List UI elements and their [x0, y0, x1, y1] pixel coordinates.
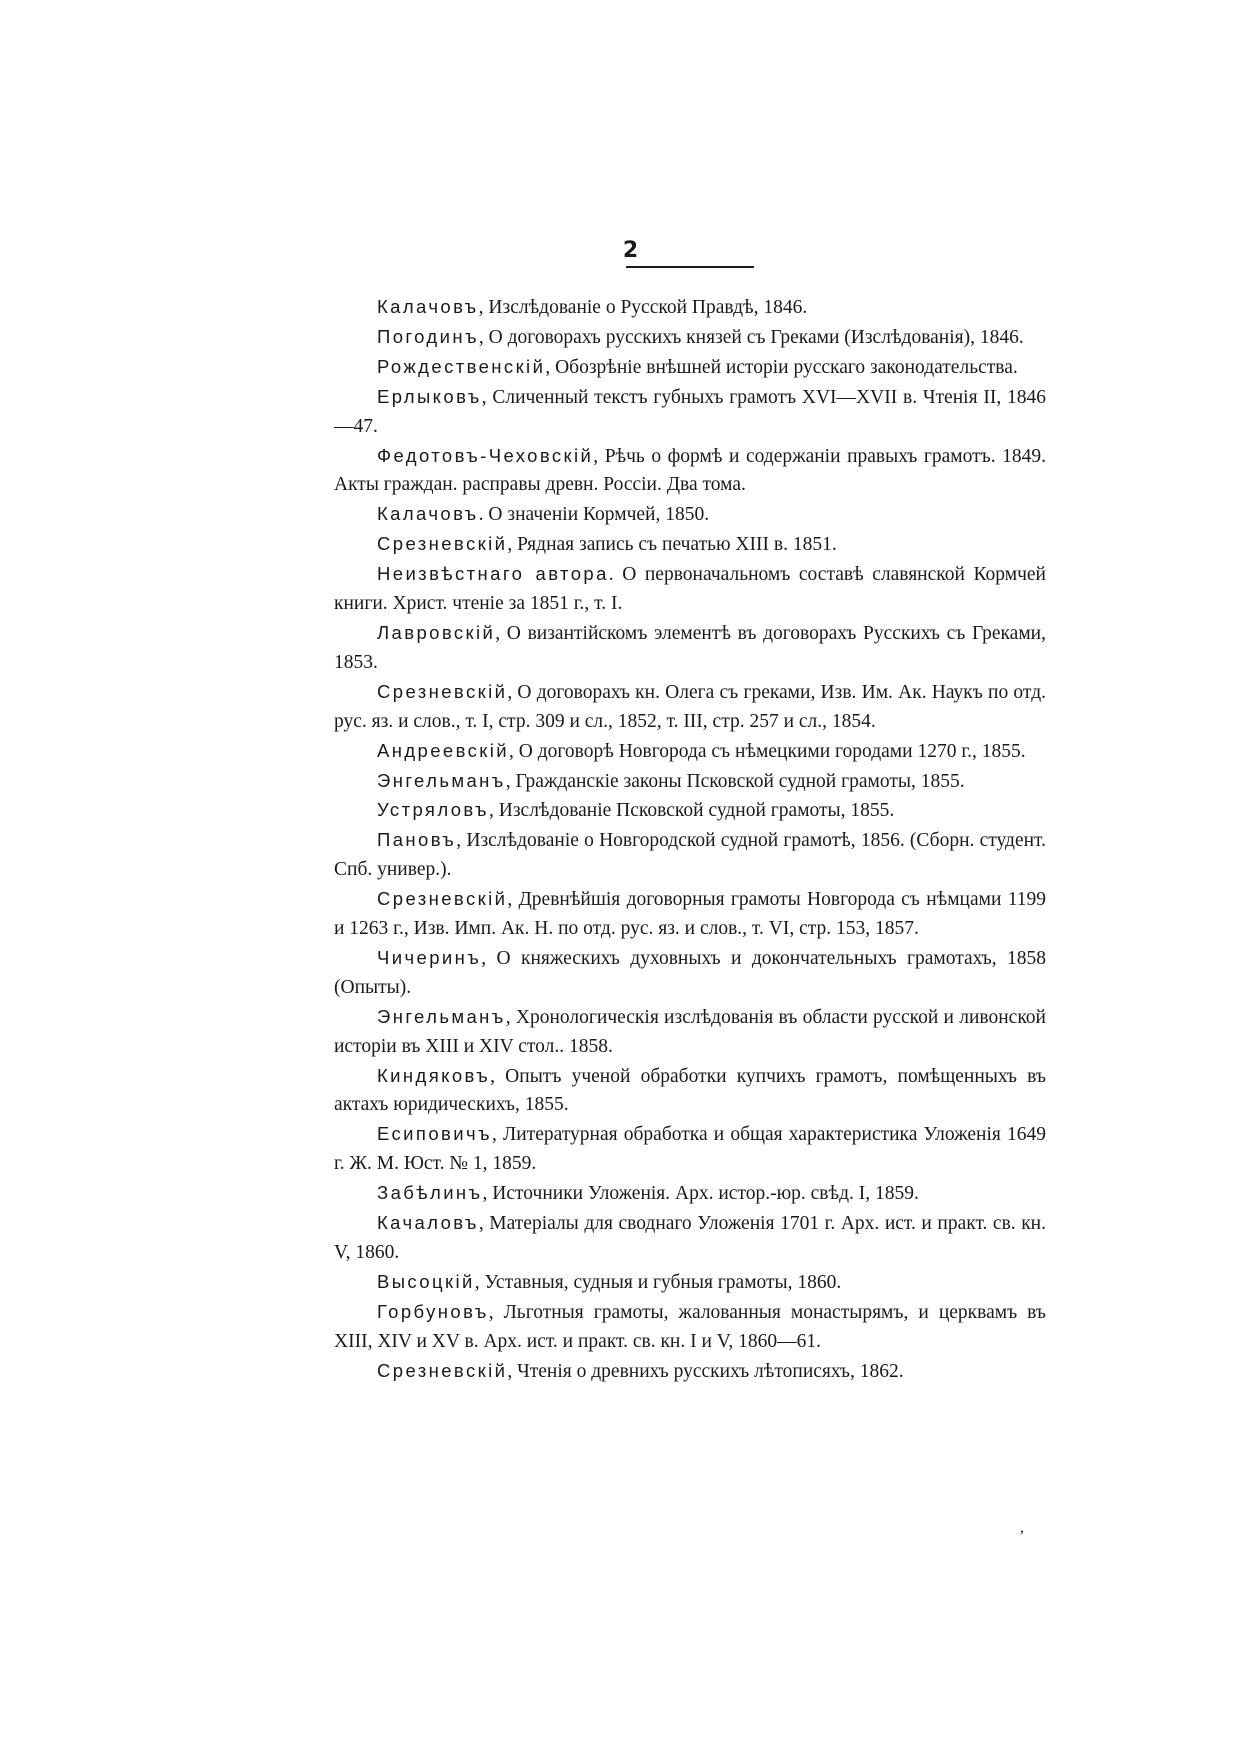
entry-text: , Изслѣдованіе Псковской судной грамоты, 1855.	[489, 800, 895, 822]
bibliography-entry	[334, 737, 1046, 767]
entry-author: Срезневскій	[377, 680, 508, 702]
entry-author: Срезневскій	[377, 888, 508, 910]
entry-text: , Изслѣдованіе о Русской Правдѣ, 1846.	[478, 297, 808, 318]
entry-author: Высоцкій	[377, 1270, 475, 1292]
entry-author: Энгельманъ	[377, 1005, 506, 1027]
bibliography-entry	[334, 1268, 1046, 1298]
entry-text: , Льготныя грамоты, жалованныя монастырямъ, и церквамъ въ XIII, XIV и XV в. Арх. ист. и практ. св. кн. I и V, 1860—61.	[334, 1301, 1046, 1352]
entry-text: , О договорахъ русскихъ князей съ Греками (Изслѣдованія), 1846.	[478, 326, 1024, 348]
entry-text: , Гражданскіе законы Псковской судной грамоты, 1855.	[505, 770, 965, 792]
entry-author: Пановъ	[377, 829, 457, 851]
entry-text: , Рѣчь о формѣ и содержаніи правыхъ грамотъ. 1849. Акты граждан. расправы древн. Россіи. Два тома.	[334, 445, 1046, 496]
bibliography-entry	[334, 767, 1046, 797]
entry-text: , Древнѣйшія договорныя грамоты Новгорода съ нѣмцами 1199 и 1263 г., Изв. Имп. Ак. Н. по отд. рус. яз. и слов., т. VI, стр. 153, 1857.	[334, 889, 1046, 940]
entry-author: Киндяковъ	[377, 1064, 491, 1086]
entry-author: Есиповичъ	[377, 1123, 492, 1145]
bibliography-entry	[334, 293, 1046, 323]
bibliography-list	[334, 293, 1046, 1387]
entry-author: Срезневскій	[377, 1359, 508, 1381]
entry-text: , О договорахъ кн. Олега съ греками, Изв. Им. Ак. Наукъ по отд. рус. яз. и слов., т. I, стр. 309 и сл., 1852, т. III, стр. 257 и сл., 1854.	[334, 681, 1046, 732]
entry-text: , Изслѣдованіе о Новгородской судной грамотѣ, 1856. (Сборн. студент. Спб. универ.).	[334, 830, 1046, 881]
stray-ink-mark: ,	[1020, 1519, 1024, 1536]
entry-author: Андреевскій	[377, 739, 510, 761]
entry-text: , Сличенный текстъ губныхъ грамотъ XVI—XVII в. Чтенія II, 1846—47.	[334, 386, 1046, 437]
entry-text: . О первоначальномъ составѣ славянской Кормчей книги. Христ. чтеніе за 1851 г., т. I.	[334, 564, 1046, 615]
bibliography-entry	[334, 619, 1046, 678]
entry-text: , Обозрѣніе внѣшней исторіи русскаго законодательства.	[545, 356, 1018, 378]
entry-author: Ерлыковъ	[377, 385, 482, 407]
entry-text: , Источники Уложенія. Арх. истор.-юр. свѣд. I, 1859.	[482, 1183, 919, 1205]
entry-author: Лавровскій	[377, 621, 496, 643]
bibliography-entry	[334, 678, 1046, 737]
entry-text: , Уставныя, судныя и губныя грамоты, 1860.	[474, 1271, 842, 1293]
entry-text: , Хронологическія изслѣдованія въ области русской и ливонской исторіи въ XIII и XIV стол.. 1858.	[334, 1006, 1046, 1057]
bibliography-entry	[334, 1120, 1046, 1179]
entry-text: , О княжескихъ духовныхъ и докончательныхъ грамотахъ, 1858 (Опыты).	[334, 947, 1046, 998]
entry-author: Чичеринъ	[377, 946, 482, 968]
entry-author: Забѣлинъ	[377, 1182, 483, 1204]
entry-text: , О византійскомъ элементѣ въ договорахъ Русскихъ съ Греками, 1853.	[334, 622, 1046, 673]
bibliography-entry	[334, 944, 1046, 1003]
entry-author: Калачовъ	[377, 296, 479, 317]
entry-author: Калачовъ	[377, 503, 479, 525]
entry-text: , Матеріалы для своднаго Уложенія 1701 г. Арх. ист. и практ. св. кн. V, 1860.	[334, 1213, 1046, 1263]
bibliography-entry	[334, 560, 1046, 619]
bibliography-entry	[334, 500, 1046, 530]
entry-author: Устряловъ	[377, 799, 490, 821]
entry-author: Погодинъ	[377, 325, 479, 347]
bibliography-entry	[334, 796, 1046, 826]
entry-author: Энгельманъ	[377, 769, 506, 791]
entry-author: Неизвѣстнаго автора	[377, 563, 609, 585]
entry-author: Рождественскій	[377, 355, 546, 377]
page-number: 2	[622, 238, 639, 263]
entry-text: , Чтенія о древнихъ русскихъ лѣтописяхъ, 1862.	[507, 1360, 904, 1382]
bibliography-entry	[334, 530, 1046, 560]
entry-text: , Опытъ ученой обработки купчихъ грамотъ, помѣщенныхъ въ актахъ юридическихъ, 1855.	[334, 1065, 1046, 1116]
bibliography-entry	[334, 826, 1046, 885]
entry-text: . О значеніи Кормчей, 1850.	[478, 504, 710, 526]
bibliography-entry	[334, 353, 1046, 383]
entry-text: , Рядная запись съ печатью XIII в. 1851.	[507, 534, 837, 556]
bibliography-entry	[334, 1298, 1046, 1357]
bibliography-entry	[334, 323, 1046, 353]
bibliography-entry	[334, 442, 1046, 501]
bibliography-entry	[334, 885, 1046, 944]
bibliography-entry	[334, 1209, 1046, 1268]
entry-author: Федотовъ-Чеховскій	[377, 444, 594, 466]
bibliography-entry	[334, 1003, 1046, 1062]
entry-author: Качаловъ	[377, 1212, 479, 1234]
entry-text: , О договорѣ Новгорода съ нѣмецкими городами 1270 г., 1855.	[509, 740, 1026, 762]
entry-author: Срезневскій	[377, 533, 508, 555]
bibliography-entry	[334, 383, 1046, 442]
bibliography-entry	[334, 1062, 1046, 1121]
entry-text: , Литературная обработка и общая характеристика Уложенія 1649 г. Ж. М. Юст. № 1, 1859.	[334, 1124, 1046, 1175]
bibliography-entry	[334, 1357, 1046, 1387]
page-number-rule	[626, 266, 754, 268]
entry-author: Горбуновъ	[377, 1300, 489, 1322]
bibliography-entry	[334, 1179, 1046, 1209]
